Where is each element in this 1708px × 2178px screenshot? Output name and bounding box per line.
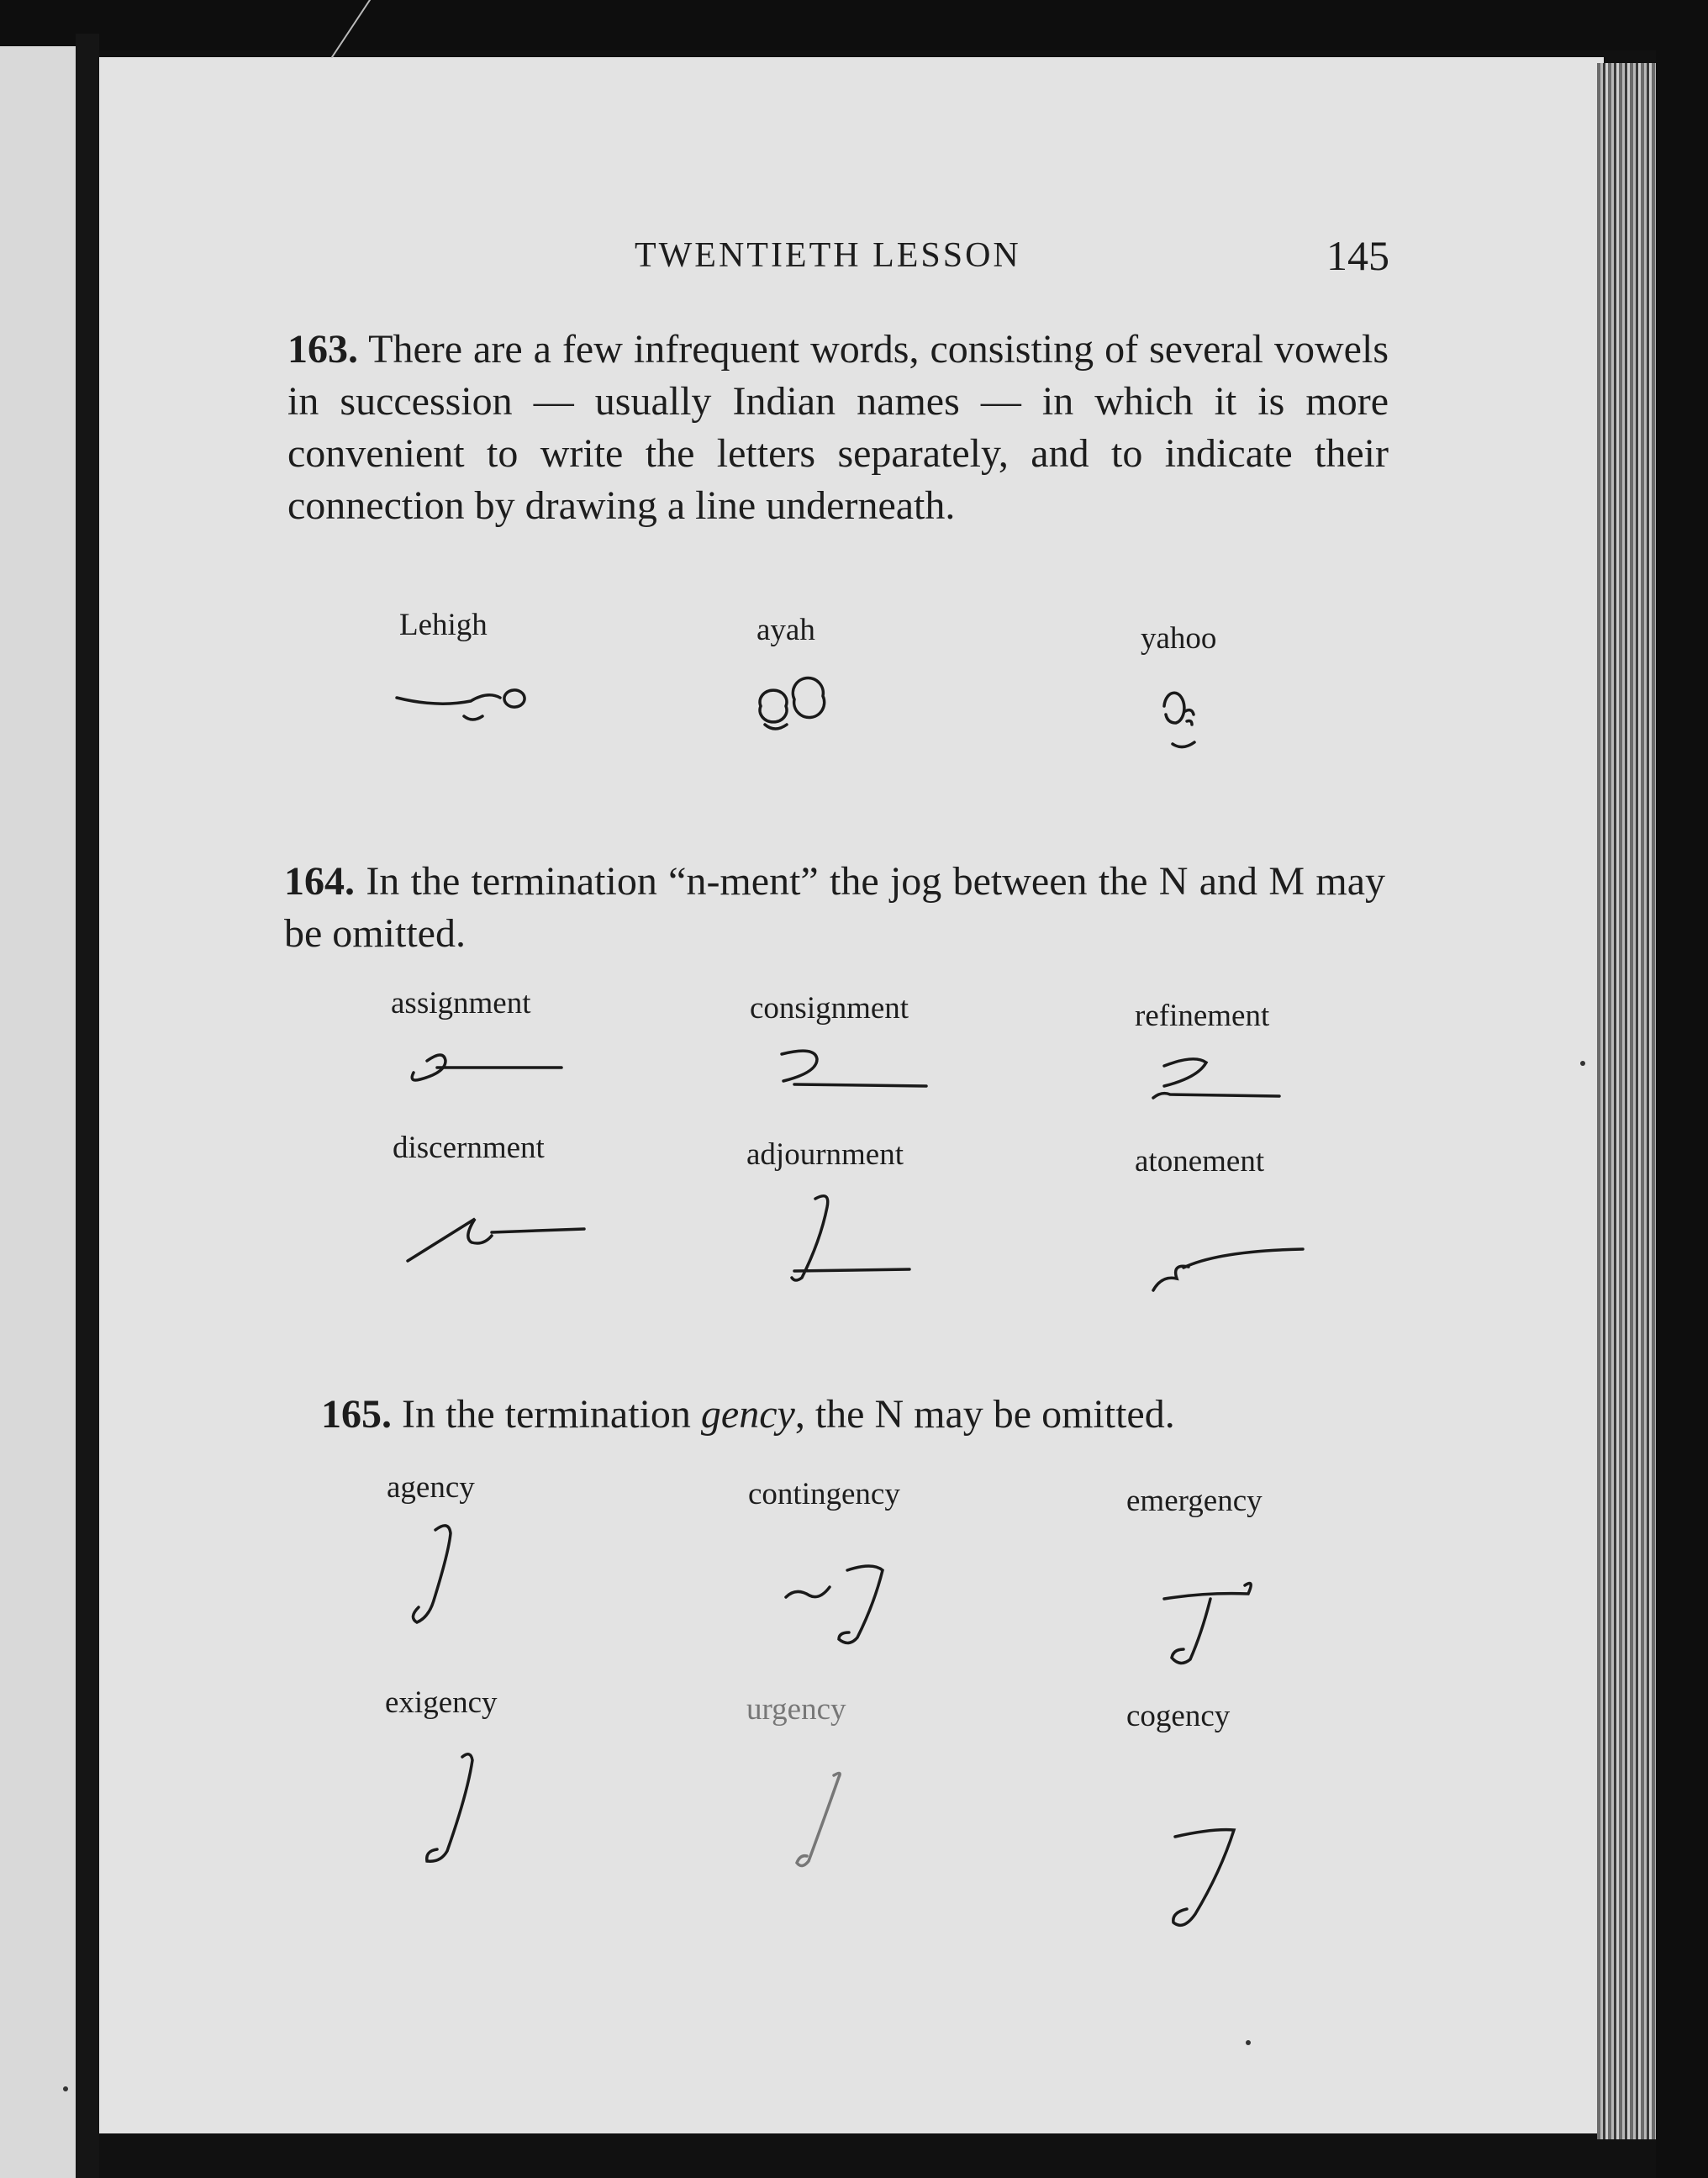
word-label: ayah <box>756 613 815 647</box>
word-label: discernment <box>393 1131 545 1165</box>
page-number: 145 <box>1326 232 1389 279</box>
shorthand-urgency <box>797 1773 840 1865</box>
word-label: urgency <box>746 1692 846 1727</box>
word-label: emergency <box>1126 1484 1263 1518</box>
shorthand-atonement <box>1153 1249 1303 1290</box>
section-text: In the termination <box>402 1392 701 1437</box>
shorthand-assignment <box>412 1055 561 1080</box>
word-label: contingency <box>748 1477 900 1511</box>
word-label: refinement <box>1135 999 1270 1033</box>
word-label: agency <box>387 1470 475 1505</box>
section-number: 165. <box>321 1392 392 1437</box>
word-label: adjournment <box>746 1137 904 1172</box>
shorthand-cogency <box>1173 1830 1234 1926</box>
word-label: Lehigh <box>399 608 488 642</box>
word-label: assignment <box>391 986 531 1020</box>
section-text: There are a few infrequent words, consisting of several vowels in succession — usually Indian names — in which it is more convenient to write the letters separately, and to indicate their connection by drawing a line underneath. <box>287 327 1389 528</box>
shorthand-ayah <box>760 678 825 729</box>
speck <box>1580 1061 1585 1066</box>
section-text: , the N may be omitted. <box>794 1392 1175 1437</box>
shorthand-yahoo <box>1164 693 1194 746</box>
word-label: consignment <box>750 991 909 1026</box>
shorthand-lehigh <box>397 690 525 720</box>
speck <box>1246 2040 1251 2045</box>
word-label: cogency <box>1126 1699 1231 1733</box>
shorthand-exigency <box>427 1754 472 1861</box>
word-label: yahoo <box>1141 621 1217 656</box>
section-number: 164. <box>284 859 355 904</box>
section-number: 163. <box>287 327 358 372</box>
shorthand-refinement <box>1153 1059 1279 1098</box>
shorthand-adjournment <box>792 1196 909 1280</box>
shorthand-consignment <box>782 1051 926 1086</box>
speck <box>63 2086 68 2091</box>
word-label: exigency <box>385 1685 498 1720</box>
shorthand-emergency <box>1164 1584 1251 1664</box>
section-text: In the termination “n-ment” the jog between the N and M may be omitted. <box>284 859 1385 956</box>
section-text-italic: gency <box>700 1392 795 1437</box>
word-label: atonement <box>1135 1144 1265 1179</box>
shorthand-discernment <box>408 1219 584 1261</box>
shorthand-agency <box>413 1526 451 1622</box>
scan-scratch <box>332 0 370 57</box>
running-title: TWENTIETH LESSON <box>635 236 1021 275</box>
shorthand-contingency <box>786 1566 883 1643</box>
